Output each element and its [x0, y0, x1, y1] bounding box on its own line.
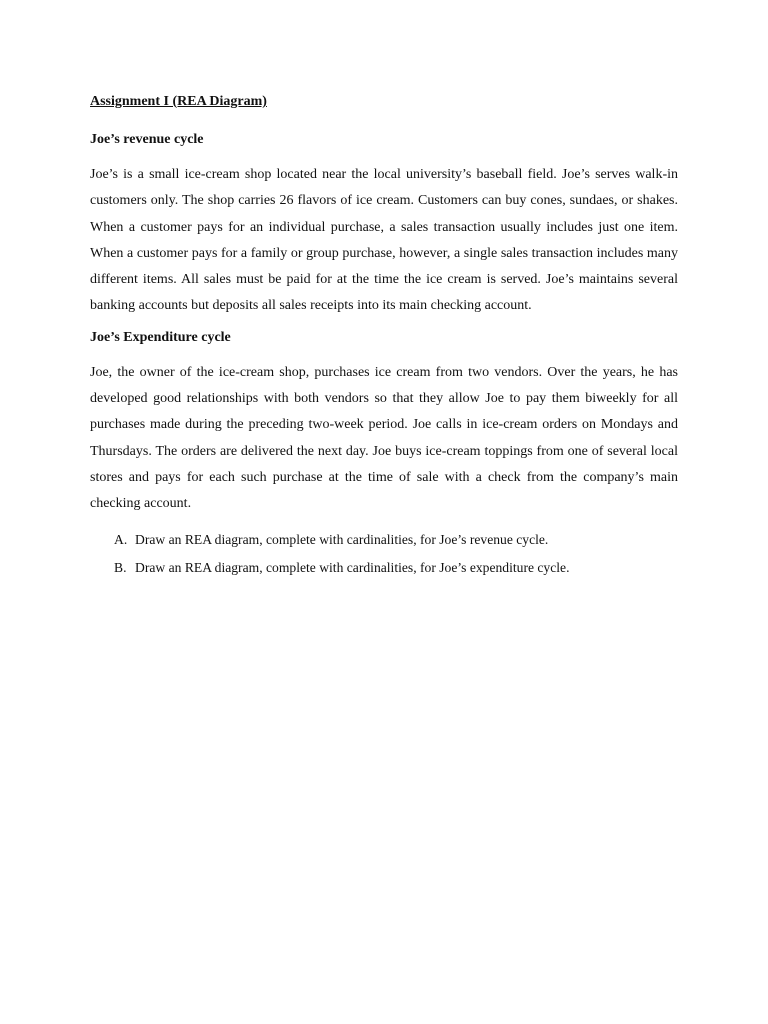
expenditure-cycle-heading: Joe’s Expenditure cycle: [90, 329, 231, 345]
revenue-cycle-heading: Joe’s revenue cycle: [90, 132, 204, 147]
task-marker-a: A.: [114, 531, 128, 547]
assignment-title: Assignment I (REA Diagram): [90, 94, 267, 109]
document-page: [90, 92, 678, 582]
task-text-b: Draw an REA diagram, complete with cardinalities, for Joe’s expenditure cycle.: [135, 559, 570, 575]
task-item-a: [114, 526, 678, 554]
expenditure-cycle-section: [90, 328, 678, 518]
revenue-cycle-paragraph: Joe’s is a small ice-cream shop located near the local university’s baseball field. Joe’s serves walk-in customers only. The shop carries 26 flavors of ice cream. Customers can buy cones, sundaes, or shakes. When a customer pays for an individual purchase, a sales transaction usually includes just one item. When a customer pays for a family or group purchase, however, a single sales transaction includes many different items. All sales must be paid for at the time the ice cream is served. Joe’s maintains several banking accounts but deposits all sales receipts into its main checking account.: [90, 167, 678, 314]
task-text-a: Draw an REA diagram, complete with cardinalities, for Joe’s revenue cycle.: [135, 531, 549, 547]
revenue-cycle-section: [90, 130, 678, 320]
expenditure-cycle-paragraph: Joe, the owner of the ice-cream shop, purchases ice cream from two vendors. Over the years, he has developed good relationships with both vendors so that they allow Joe to pay them biweekly for all purchases made during the preceding two-week period. Joe calls in ice-cream orders on Mondays and Thursdays. The orders are delivered the next day. Joe buys ice-cream toppings from one of several local stores and pays for each such purchase at the time of sale with a check from the company’s main checking account.: [90, 364, 678, 512]
task-item-b: [114, 554, 678, 582]
task-marker-b: B.: [114, 559, 127, 575]
task-list: [90, 526, 678, 582]
